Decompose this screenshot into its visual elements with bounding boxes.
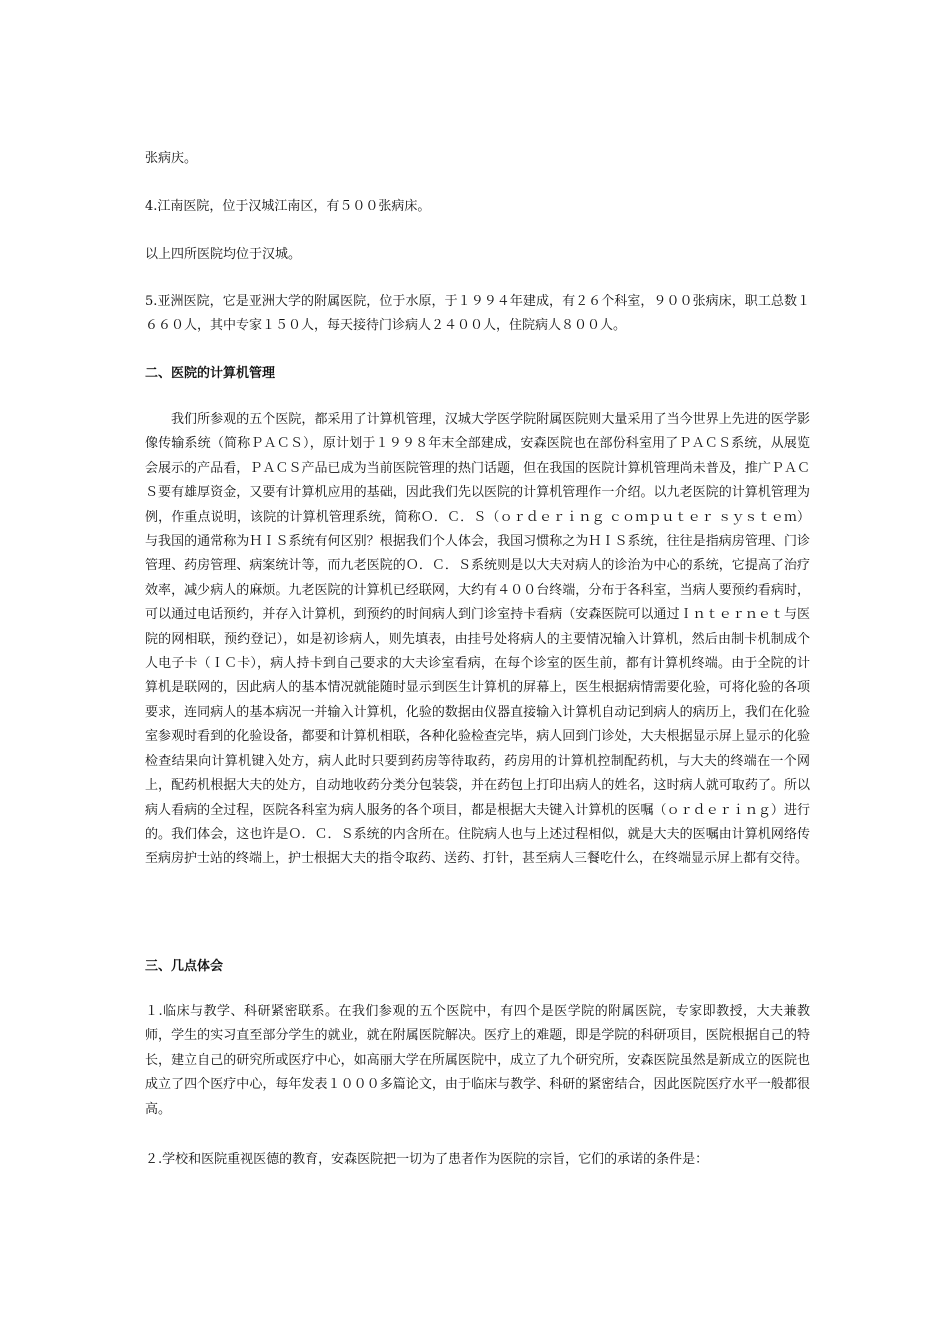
paragraph-point-1: １.临床与教学、科研紧密联系。在我们参观的五个医院中，有四个是医学院的附属医院，专家即教授，大夫兼教师，学生的实习直至部分学生的就业，就在附属医院解决。医疗上的难题，即是学院的科研项目，医院根据自己的特长，建立自己的研究所或医疗中心，如高丽大学在所属医院中，成立了九个研究所，安森医院虽然是新成立的医院也成立了四个医疗中心，每年发表１０００多篇论文，由于临床与教学、科研的紧密结合，因此医院医疗水平一般都很高。: [145, 1004, 810, 1117]
paragraph-continuation: 张病庆。: [145, 151, 198, 166]
section-heading-reflections: 三、几点体会: [145, 959, 224, 974]
paragraph-point-2: ２.学校和医院重视医德的教育，安森医院把一切为了患者作为医院的宗旨，它们的承诺的条件是：: [145, 1152, 709, 1167]
section-heading-computer-management: 二、医院的计算机管理: [145, 366, 276, 381]
paragraph-hospital-5: 5.亚洲医院，它是亚洲大学的附属医院，位于水原，于１９９４年建成，有２６个科室，９００张病床，职工总数１６６０人，其中专家１５０人，每天接待门诊病人２４００人，住院病人８００人。: [145, 294, 810, 334]
paragraph-computer-management: 我们所参观的五个医院，都采用了计算机管理，汉城大学医学院附属医院则大量采用了当今世界上先进的医学影像传输系统（简称ＰＡＣＳ），原计划于１９９８年末全部建成，安森医院也在部份科室用了ＰＡＣＳ系统，从展览会展示的产品看，ＰＡＣＳ产品已成为当前医院管理的热门话题，但在我国的医院计算机管理尚未普及，推广ＰＡＣＳ要有雄厚资金，又要有计算机应用的基础，因此我们先以医院的计算机管理作一介绍。以九老医院的计算机管理为例，作重点说明，该院的计算机管理系统，简称Ｏ．Ｃ．Ｓ（ｏｒｄｅｒｉｎｇ ｃｏｍｐｕｔｅｒ ｓｙｓｔｅｍ）与我国的通常称为ＨＩＳ系统有何区别？根据我们个人体会，我国习惯称之为ＨＩＳ系统，往往是指病房管理、门诊管理、药房管理、病案统计等，而九老医院的Ｏ．Ｃ．Ｓ系统则是以大夫对病人的诊治为中心的系统，它提高了治疗效率，减少病人的麻烦。九老医院的计算机已经联网，大约有４００台终端，分布于各科室，当病人要预约看病时，可以通过电话预约，并存入计算机，到预约的时间病人到门诊室持卡看病（安森医院可以通过Ｉｎｔｅｒｎｅｔ与医院的网相联，预约登记），如是初诊病人，则先填表，由挂号处将病人的主要情况输入计算机，然后由制卡机制成个人电子卡（ＩＣ卡），病人持卡到自己要求的大夫诊室看病，在每个诊室的医生前，都有计算机终端。由于全院的计算机是联网的，因此病人的基本情况就能随时显示到医生计算机的屏幕上，医生根据病情需要化验，可将化验的各项要求，连同病人的基本病况一并输入计算机，化验的数据由仪器直接输入计算机自动记到病人的病历上，我们在化验室参观时看到的化验设备，都要和计算机相联，各种化验检查完毕，病人回到门诊处，大夫根据显示屏上显示的化验检查结果向计算机键入处方，病人此时只要到药房等待取药，药房用的计算机控制配药机，与大夫的终端在一个网上，配药机根据大夫的处方，自动地收药分类分包装袋，并在药包上打印出病人的姓名，这时病人就可取药了。所以病人看病的全过程，医院各科室为病人服务的各个项目，都是根据大夫键入计算机的医嘱（ｏｒｄｅｒｉｎｇ）进行的。我们体会，这也许是Ｏ．Ｃ．Ｓ系统的内含所在。住院病人也与上述过程相似，就是大夫的医嘱由计算机网络传至病房护士站的终端上，护士根据大夫的指令取药、送药、打针，甚至病人三餐吃什么，在终端显示屏上都有交待。: [145, 412, 810, 867]
paragraph-summary: 以上四所医院均位于汉城。: [145, 247, 302, 262]
paragraph-hospital-4: 4.江南医院，位于汉城江南区，有５００张病床。: [145, 199, 431, 214]
